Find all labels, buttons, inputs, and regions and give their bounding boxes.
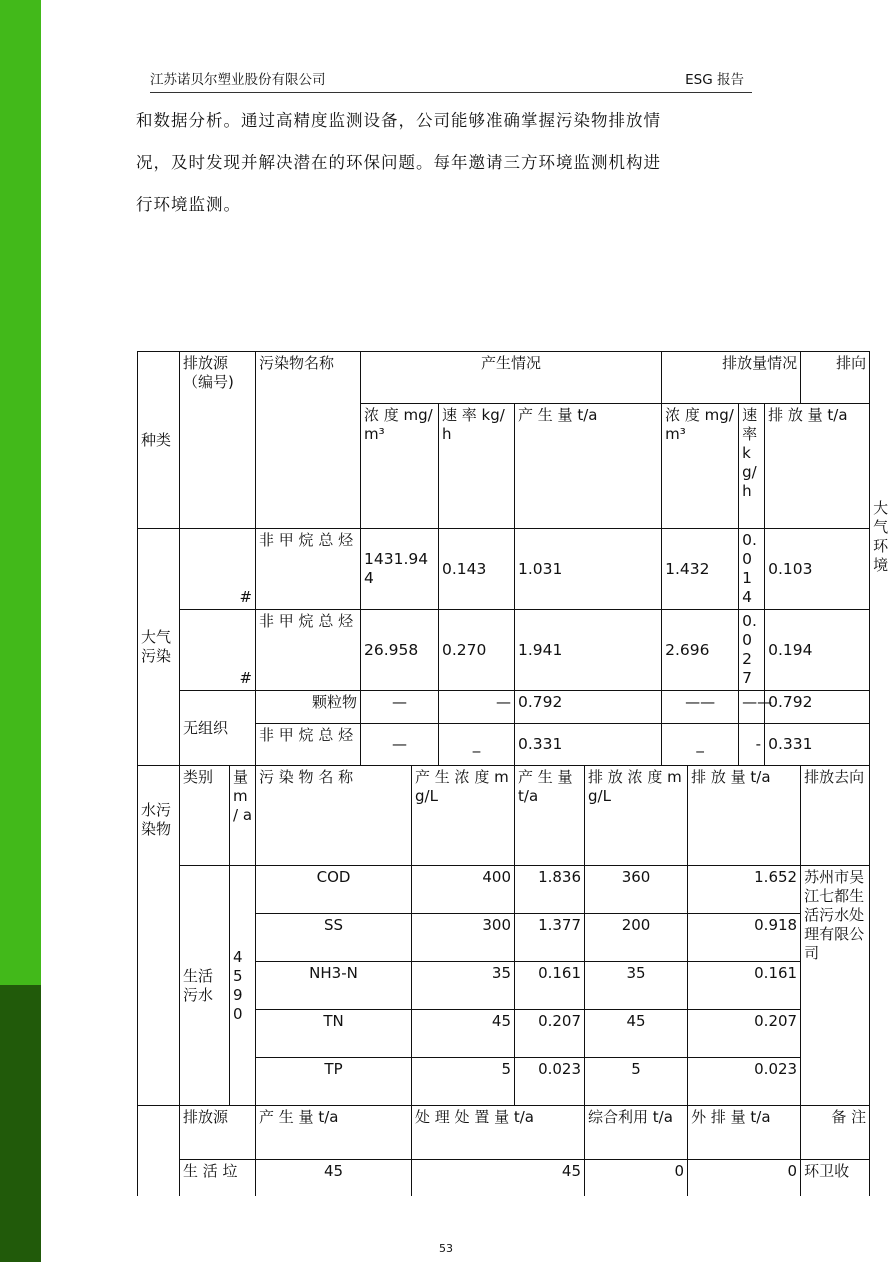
paragraph-line: 行环境监测。 [136,195,241,214]
water-emit-conc: 360 [585,866,688,914]
air-category: 大气污染 [138,529,180,766]
water-col-kind: 类别 [180,766,230,866]
air-emit-amount: 0.194 [765,610,870,691]
paragraph-line: 和数据分析。通过高精度监测设备，公司能够准确掌握污染物排放情 [136,111,661,130]
water-emit-amount: 0.918 [688,914,801,962]
water-emit-conc: 200 [585,914,688,962]
side-color-bar-dark [0,985,41,1262]
water-col-prod-amount: 产 生 量 t/a [515,766,585,866]
air-rate: 0.143 [439,529,515,610]
air-emit-rate: —— [739,691,765,724]
air-rate: _ [439,724,515,766]
air-rate: — [439,691,515,724]
water-kind: 生活污水 [180,866,230,1106]
air-emit-conc: _ [662,724,739,766]
solid-note: 环卫收 [801,1160,870,1196]
air-pollutant: 非 甲 烷 总 烃 [256,610,361,691]
page-number: 53 [439,1242,453,1255]
water-col-volume: 量 m / a [230,766,256,866]
air-sub-amount: 产 生 量 t/a [515,404,662,529]
water-pollutant: TN [256,1010,412,1058]
water-emit-amount: 0.161 [688,962,801,1010]
water-pollutant: TP [256,1058,412,1106]
emission-table: 种类 排放源（编号) 污染物名称 产生情况 排放量情况 排向 浓 度 mg/m³ 速 率 kg/h 产 生 量 t/a 浓 度 mg/m³ 速 率 kg/h 排 放 量 t/a 大 气 环境 大气污染 # 非 甲 烷 总 烃 1431.944 0.143 1.031 1.432 0.014 0.103 # 非 甲 烷 总 烃 26.958 0.270 1.941 2.696 0.027 0.194 无组织 颗粒物 — — 0.792 —— —— 0.792 非 甲 烷 总 烃 — _ 0.331 _ - 0.331 水污染物 类别 量 m / a 污 染 物 名 称 产 生 浓 度 mg/L 产 生 量 t/a 排 放 浓 度 mg/L 排 放 量 t/a 排放去向 生活污水 4590 COD 400 1.836 360 1.652 苏州市吴江七都生活污水处理有限公司 SS 300 1.377 200 0.918 NH3-N 35 0.161 35 0.161 TN 45 0.207 45 0.207 TP 5 0.023 5 0.023 排放源 产 生 量 t/a 处 理 处 置 量 t/a 综合利用 t/a 外 排 量 t/a 备 注 生 活 垃 45 45 0 0 环卫收 [137,351,870,1196]
solid-col-note: 备 注 [801,1106,870,1160]
solid-produce: 45 [256,1160,412,1196]
air-conc: — [361,691,439,724]
water-amount: 0.023 [515,1058,585,1106]
solid-emit: 0 [688,1160,801,1196]
air-pollutant: 颗粒物 [256,691,361,724]
water-emit-conc: 5 [585,1058,688,1106]
solid-treat: 45 [412,1160,585,1196]
water-col-prod-conc: 产 生 浓 度 mg/L [412,766,515,866]
air-emit-amount: 0.792 [765,691,870,724]
water-col-direction: 排放去向 [801,766,870,866]
water-volume: 4590 [230,866,256,1106]
air-emit-amount: 0.103 [765,529,870,610]
solid-reuse: 0 [585,1160,688,1196]
water-amount: 1.377 [515,914,585,962]
water-amount: 0.207 [515,1010,585,1058]
water-conc: 5 [412,1058,515,1106]
air-source: # [180,529,256,610]
air-conc: — [361,724,439,766]
paragraph-line: 况，及时发现并解决潜在的环保问题。每年邀请三方环境监测机构进 [136,153,661,172]
water-col-pollutant: 污 染 物 名 称 [256,766,412,866]
solid-col-produce: 产 生 量 t/a [256,1106,412,1160]
air-unorganized: 无组织 [180,691,256,766]
air-source: # [180,610,256,691]
air-col-type: 种类 [138,352,180,529]
water-pollutant: SS [256,914,412,962]
air-emit-amount: 0.331 [765,724,870,766]
water-category: 水污染物 [138,766,180,1106]
air-sub-emit-amount: 排 放 量 t/a [765,404,870,529]
air-produce-header: 产生情况 [361,352,662,404]
solid-source: 生 活 垃 [180,1160,256,1196]
water-conc: 400 [412,866,515,914]
air-emit-rate: - [739,724,765,766]
air-sub-emit-rate: 速 率 kg/h [739,404,765,529]
water-col-emit-amount: 排 放 量 t/a [688,766,801,866]
air-emit-conc: 1.432 [662,529,739,610]
air-emit-rate: 0.027 [739,610,765,691]
water-emit-amount: 0.207 [688,1010,801,1058]
air-emit-conc: 2.696 [662,610,739,691]
water-amount: 0.161 [515,962,585,1010]
water-amount: 1.836 [515,866,585,914]
water-emit-conc: 35 [585,962,688,1010]
air-rate: 0.270 [439,610,515,691]
water-direction: 苏州市吴江七都生活污水处理有限公司 [801,866,870,1106]
body-paragraph [136,100,760,226]
air-amount: 0.331 [515,724,662,766]
solid-col-treat: 处 理 处 置 量 t/a [412,1106,585,1160]
air-sub-emit-conc: 浓 度 mg/m³ [662,404,739,529]
company-name: 江苏诺贝尔塑业股份有限公司 [150,72,326,88]
water-emit-amount: 1.652 [688,866,801,914]
air-pollutant: 非 甲 烷 总 烃 [256,529,361,610]
water-conc: 35 [412,962,515,1010]
air-emit-conc: —— [662,691,739,724]
air-amount: 1.941 [515,610,662,691]
page-header [150,66,752,93]
water-conc: 45 [412,1010,515,1058]
water-col-emit-conc: 排 放 浓 度 mg/L [585,766,688,866]
air-direction-header: 排向 [801,352,870,404]
air-pollutant: 非 甲 烷 总 烃 [256,724,361,766]
air-amount: 0.792 [515,691,662,724]
water-emit-amount: 0.023 [688,1058,801,1106]
solid-category [138,1106,180,1196]
water-pollutant: COD [256,866,412,914]
air-amount: 1.031 [515,529,662,610]
air-emit-rate: 0.014 [739,529,765,610]
water-emit-conc: 45 [585,1010,688,1058]
water-conc: 300 [412,914,515,962]
solid-col-reuse: 综合利用 t/a [585,1106,688,1160]
air-conc: 26.958 [361,610,439,691]
air-emit-header: 排放量情况 [662,352,801,404]
air-sub-rate: 速 率 kg/h [439,404,515,529]
air-col-source: 排放源（编号) [180,352,256,529]
solid-col-emit: 外 排 量 t/a [688,1106,801,1160]
water-pollutant: NH3-N [256,962,412,1010]
air-col-pollutant: 污染物名称 [256,352,361,529]
report-title: ESG 报告 [685,72,744,88]
solid-col-source: 排放源 [180,1106,256,1160]
air-conc: 1431.944 [361,529,439,610]
air-sub-conc: 浓 度 mg/m³ [361,404,439,529]
